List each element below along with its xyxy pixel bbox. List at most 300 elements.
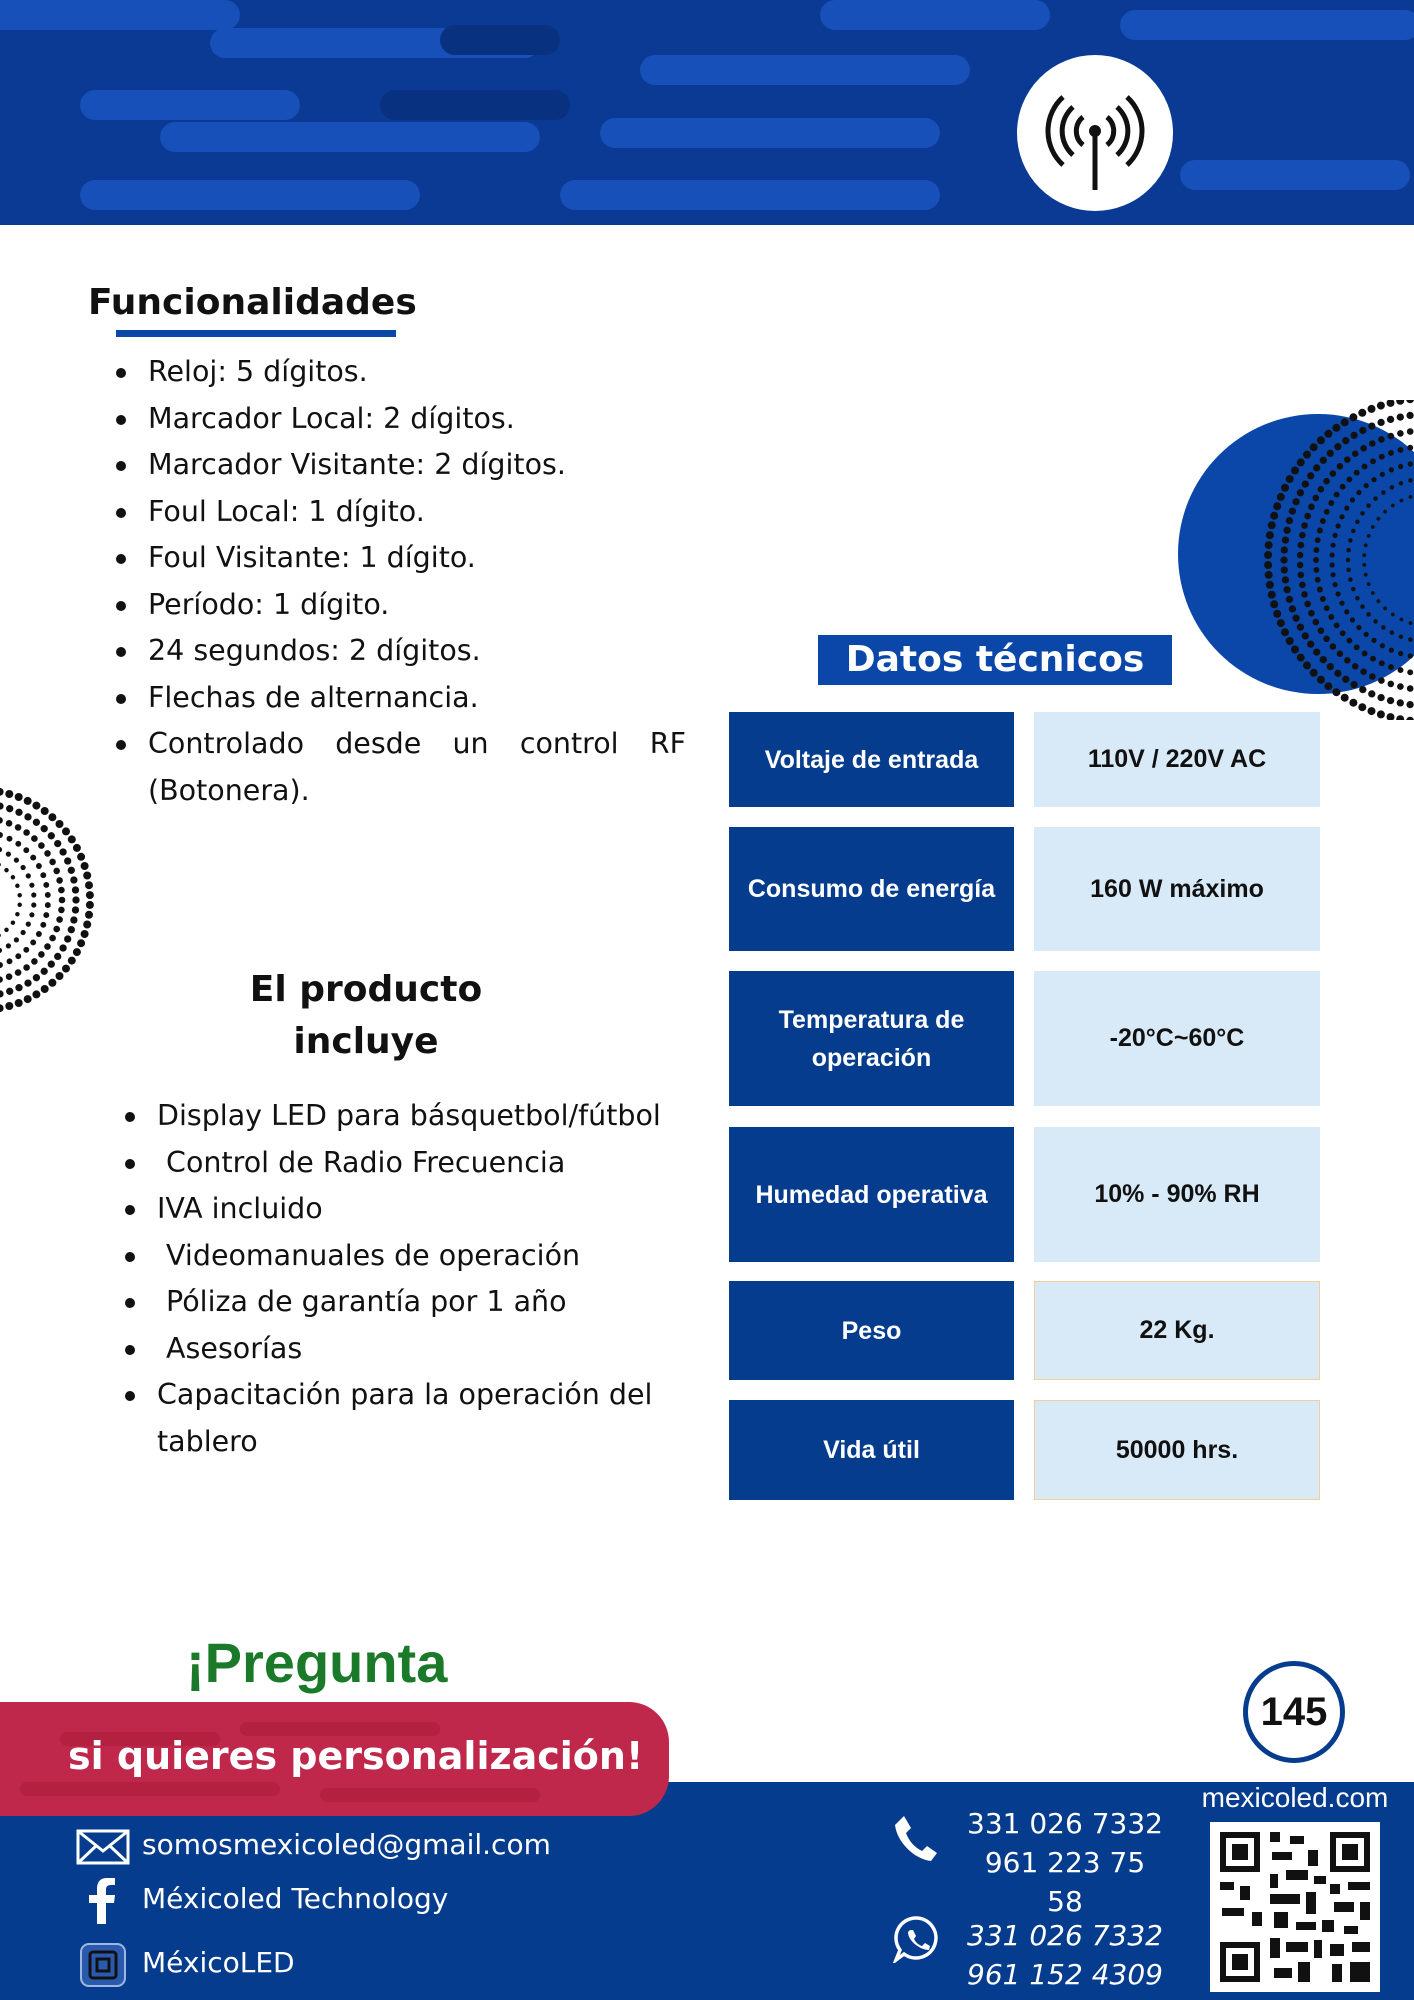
decoration-dot bbox=[1299, 582, 1306, 589]
spec-value: 160 W máximo bbox=[1034, 827, 1320, 951]
decoration-dot bbox=[1266, 531, 1274, 539]
qr-code-icon bbox=[1210, 1822, 1380, 1992]
decoration-dot bbox=[49, 935, 56, 942]
decoration-dot bbox=[70, 916, 77, 923]
decoration-dot bbox=[83, 872, 91, 880]
decoration-dot bbox=[1380, 643, 1385, 648]
decoration-dot bbox=[40, 922, 46, 928]
whatsapp-number[interactable]: 331 026 7332 bbox=[967, 1919, 1163, 1952]
decoration-dot bbox=[1334, 670, 1341, 677]
decoration-dot bbox=[1307, 472, 1314, 479]
decoration-dot bbox=[36, 931, 42, 937]
decoration-dot bbox=[6, 988, 13, 995]
decoration-dot bbox=[1315, 537, 1321, 543]
decoration-dot bbox=[32, 990, 40, 998]
decoration-dot bbox=[1265, 571, 1273, 579]
decoration-dot bbox=[24, 797, 32, 805]
decoration-dot bbox=[1342, 676, 1349, 683]
decoration-dot bbox=[1339, 601, 1344, 606]
decoration-dot bbox=[1396, 715, 1404, 720]
decoration-dot bbox=[1307, 641, 1314, 648]
mail-icon bbox=[76, 1829, 130, 1865]
decoration-dot bbox=[33, 819, 40, 826]
header-decoration bbox=[640, 55, 970, 85]
list-item: Display LED para básquetbol/fútbol bbox=[123, 1093, 688, 1140]
decoration-dot bbox=[1370, 656, 1376, 662]
dotted-arc-decoration bbox=[0, 760, 110, 1060]
decoration-dot bbox=[1324, 605, 1330, 611]
decoration-dot bbox=[1331, 543, 1336, 548]
decoration-dot bbox=[1297, 624, 1304, 631]
decoration-dot bbox=[1313, 567, 1319, 573]
cta-subtitle: si quieres personalización! bbox=[68, 1734, 644, 1778]
decoration-dot bbox=[38, 951, 45, 958]
decoration-dot bbox=[1379, 454, 1385, 460]
decoration-dot bbox=[1362, 464, 1368, 470]
decoration-dot bbox=[45, 892, 51, 898]
phone-number[interactable]: 961 223 75 58 bbox=[984, 1846, 1146, 1918]
decoration-dot bbox=[1270, 512, 1278, 520]
decoration-dot bbox=[1340, 630, 1346, 636]
decoration-dot bbox=[1406, 701, 1413, 708]
decoration-dot bbox=[1397, 699, 1404, 706]
decoration-dot bbox=[86, 891, 94, 899]
decoration-dot bbox=[1397, 413, 1404, 420]
decoration-dot bbox=[14, 937, 19, 942]
list-item: Marcador Visitante: 2 dígitos. bbox=[114, 442, 686, 489]
decoration-dot bbox=[1286, 517, 1293, 524]
decoration-dot bbox=[1334, 622, 1340, 628]
decoration-dot bbox=[24, 995, 32, 1003]
decoration-dot bbox=[62, 827, 70, 835]
decoration-dot bbox=[1407, 445, 1413, 451]
decoration-dot bbox=[1313, 648, 1320, 655]
decoration-dot bbox=[59, 897, 66, 904]
decoration-dot bbox=[15, 841, 21, 847]
decoration-dot bbox=[1313, 464, 1320, 471]
decoration-dot bbox=[1378, 436, 1385, 443]
decoration-dot bbox=[1324, 430, 1332, 438]
phone-icon bbox=[894, 1814, 938, 1862]
decoration-dot bbox=[15, 793, 23, 801]
banner-decoration bbox=[320, 1788, 540, 1802]
decoration-dot bbox=[1344, 609, 1349, 614]
decoration-dot bbox=[81, 930, 89, 938]
decoration-dot bbox=[1286, 596, 1293, 603]
decoration-dot bbox=[1313, 557, 1319, 563]
list-item: Control de Radio Frecuencia bbox=[123, 1140, 688, 1187]
decoration-dot bbox=[1388, 450, 1394, 456]
decoration-dot bbox=[1268, 521, 1276, 529]
decoration-dot bbox=[0, 788, 4, 796]
decoration-dot bbox=[72, 886, 79, 893]
decoration-dot bbox=[1337, 463, 1344, 470]
decoration-dot bbox=[1264, 561, 1272, 569]
decoration-dot bbox=[1348, 538, 1353, 543]
decoration-dot bbox=[1320, 656, 1327, 663]
decoration-dot bbox=[58, 907, 65, 914]
decoration-dot bbox=[1362, 553, 1366, 557]
decoration-dot bbox=[11, 920, 16, 925]
list-item: Reloj: 5 dígitos. bbox=[114, 349, 686, 396]
spec-label: Peso bbox=[729, 1281, 1014, 1380]
decoration-dot bbox=[1318, 627, 1325, 634]
email-link[interactable]: somosmexicoled@gmail.com bbox=[142, 1828, 551, 1861]
list-item: Asesorías bbox=[123, 1326, 688, 1373]
decoration-dot bbox=[1397, 430, 1404, 437]
decoration-dot bbox=[1377, 599, 1381, 603]
decoration-dot bbox=[48, 961, 55, 968]
decoration-dot bbox=[44, 850, 51, 857]
decoration-dot bbox=[36, 863, 42, 869]
decoration-dot bbox=[1362, 563, 1366, 567]
header-decoration bbox=[1180, 160, 1410, 190]
decoration-dot bbox=[1380, 472, 1385, 477]
decoration-dot bbox=[72, 906, 79, 913]
decoration-dot bbox=[1377, 694, 1384, 701]
decoration-dot bbox=[1317, 436, 1325, 444]
decoration-dot bbox=[72, 896, 79, 903]
header-decoration bbox=[380, 90, 570, 120]
decoration-dot bbox=[48, 979, 56, 987]
decoration-dot bbox=[1387, 713, 1395, 720]
header-decoration bbox=[560, 180, 940, 210]
decoration-dot bbox=[1354, 644, 1360, 650]
decoration-dot bbox=[1277, 493, 1285, 501]
decoration-dot bbox=[1346, 568, 1351, 573]
whatsapp-icon bbox=[893, 1915, 941, 1963]
decoration-dot bbox=[1396, 400, 1404, 405]
decoration-dot bbox=[1381, 490, 1386, 495]
decoration-dot bbox=[4, 868, 9, 873]
header-decoration bbox=[160, 122, 540, 152]
decoration-dot bbox=[1349, 699, 1357, 707]
decoration-dot bbox=[1407, 428, 1414, 435]
decoration-dot bbox=[1398, 447, 1404, 453]
website-link[interactable]: mexicoled.com bbox=[1201, 1782, 1389, 1813]
decoration-dot bbox=[29, 912, 34, 917]
decoration-dot bbox=[1398, 464, 1403, 469]
decoration-dot bbox=[1302, 632, 1309, 639]
decoration-dot bbox=[1387, 416, 1394, 423]
decoration-dot bbox=[1359, 427, 1366, 434]
decoration-dot bbox=[31, 892, 36, 897]
decoration-dot bbox=[1377, 710, 1385, 718]
decoration-dot bbox=[1282, 576, 1289, 583]
decoration-dot bbox=[73, 948, 81, 956]
decoration-dot bbox=[1266, 581, 1274, 589]
decoration-dot bbox=[48, 813, 56, 821]
decoration-dot bbox=[1371, 591, 1375, 595]
decoration-dot bbox=[1367, 582, 1371, 586]
decoration-dot bbox=[31, 902, 36, 907]
banner-decoration bbox=[20, 1782, 280, 1796]
decoration-dot bbox=[1355, 596, 1360, 601]
decoration-dot bbox=[1301, 522, 1308, 529]
decoration-dot bbox=[1398, 667, 1404, 673]
decoration-dot bbox=[43, 912, 49, 918]
decoration-dot bbox=[1344, 506, 1349, 511]
decoration-dot bbox=[45, 902, 51, 908]
decoration-dot bbox=[1352, 450, 1359, 457]
decoration-dot bbox=[41, 807, 49, 815]
decoration-dot bbox=[15, 984, 22, 991]
decoration-dot bbox=[6, 805, 13, 812]
decoration-dot bbox=[1356, 625, 1361, 630]
decoration-dot bbox=[1352, 663, 1359, 670]
decoration-dot bbox=[1297, 654, 1305, 662]
decoration-dot bbox=[41, 985, 49, 993]
page-number: 145 bbox=[1243, 1661, 1345, 1763]
decoration-dot bbox=[1303, 661, 1311, 669]
decoration-dot bbox=[1270, 600, 1278, 608]
decoration-dot bbox=[0, 832, 3, 838]
decoration-dot bbox=[17, 893, 22, 898]
decoration-dot bbox=[1367, 534, 1371, 538]
decoration-dot bbox=[64, 935, 71, 942]
decoration-dot bbox=[1317, 676, 1325, 684]
decoration-dot bbox=[1330, 643, 1337, 650]
decoration-dot bbox=[33, 974, 40, 981]
decoration-dot bbox=[1310, 443, 1318, 451]
decoration-dot bbox=[54, 953, 61, 960]
title-underline bbox=[116, 330, 396, 337]
spec-label: Vida útil bbox=[729, 1400, 1014, 1500]
list-item: Capacitación para la operación del tablero bbox=[123, 1372, 688, 1465]
decoration-dot bbox=[1273, 610, 1281, 618]
decoration-dot bbox=[1317, 528, 1323, 534]
decoration-dot bbox=[41, 968, 48, 975]
decoration-dot bbox=[1336, 591, 1341, 596]
header-decoration bbox=[80, 90, 300, 120]
decoration-dot bbox=[1320, 596, 1326, 602]
decoration-dot bbox=[1291, 646, 1299, 654]
decoration-dot bbox=[85, 911, 93, 919]
decoration-dot bbox=[1358, 703, 1366, 711]
header-decoration bbox=[1120, 10, 1414, 40]
decoration-dot bbox=[1364, 483, 1369, 488]
decoration-dot bbox=[1362, 650, 1368, 656]
decoration-dot bbox=[1310, 669, 1318, 677]
decoration-dot bbox=[1398, 651, 1403, 656]
decoration-dot bbox=[1286, 475, 1294, 483]
spec-label: Humedad operativa bbox=[729, 1127, 1014, 1262]
decoration-dot bbox=[1350, 497, 1355, 502]
decoration-dot bbox=[1364, 543, 1368, 547]
header-decoration bbox=[440, 25, 560, 55]
decoration-dot bbox=[1388, 681, 1395, 688]
decoration-dot bbox=[1406, 412, 1413, 419]
decoration-dot bbox=[1351, 529, 1356, 534]
decoration-dot bbox=[1391, 504, 1395, 508]
decoration-dot bbox=[1308, 504, 1315, 511]
decoration-dot bbox=[40, 872, 46, 878]
header-decoration bbox=[820, 0, 1050, 30]
decoration-dot bbox=[1408, 461, 1413, 466]
decoration-dot bbox=[1369, 440, 1376, 447]
decoration-dot bbox=[56, 877, 63, 884]
decoration-dot bbox=[5, 1002, 13, 1010]
decoration-dot bbox=[32, 802, 40, 810]
decoration-dot bbox=[15, 824, 22, 831]
decoration-dot bbox=[1318, 486, 1325, 493]
decoration-dot bbox=[1264, 551, 1272, 559]
list-item: Flechas de alternancia. bbox=[114, 675, 686, 722]
decoration-dot bbox=[6, 973, 13, 980]
decoration-dot bbox=[64, 857, 71, 864]
decoration-dot bbox=[1323, 636, 1330, 643]
decoration-dot bbox=[48, 832, 55, 839]
decoration-dot bbox=[1292, 498, 1299, 505]
decoration-dot bbox=[68, 835, 76, 843]
cta-title: ¡Pregunta bbox=[186, 1631, 448, 1694]
decoration-dot bbox=[1387, 400, 1395, 407]
decoration-dot bbox=[1346, 558, 1351, 563]
dotted-arc-decoration bbox=[1260, 400, 1414, 720]
decoration-dot bbox=[1373, 496, 1378, 501]
decoration-dot bbox=[1280, 556, 1287, 563]
decoration-dot bbox=[1313, 495, 1320, 502]
decoration-dot bbox=[31, 958, 38, 965]
decoration-dot bbox=[21, 930, 26, 935]
decoration-dot bbox=[29, 883, 34, 888]
decoration-dot bbox=[23, 847, 29, 853]
decoration-dot bbox=[1302, 480, 1309, 487]
decoration-dot bbox=[1304, 513, 1311, 520]
whatsapp-number[interactable]: 961 152 4309 bbox=[967, 1958, 1163, 1991]
decoration-dot bbox=[15, 969, 22, 976]
funcionalidades-list bbox=[114, 349, 686, 814]
decoration-dot bbox=[1299, 532, 1306, 539]
decoration-dot bbox=[1330, 562, 1335, 567]
decoration-dot bbox=[0, 948, 2, 953]
decoration-dot bbox=[1399, 634, 1404, 639]
decoration-dot bbox=[1330, 470, 1337, 477]
decoration-dot bbox=[1408, 637, 1413, 642]
decoration-dot bbox=[81, 862, 89, 870]
decoration-dot bbox=[1281, 484, 1289, 492]
decoration-dot bbox=[73, 844, 81, 852]
decoration-dot bbox=[62, 965, 70, 973]
decoration-dot bbox=[1371, 525, 1375, 529]
decoration-dot bbox=[1368, 422, 1375, 429]
decoration-dot bbox=[5, 790, 13, 798]
decoration-dot bbox=[1330, 552, 1335, 557]
decoration-dot bbox=[1407, 669, 1413, 675]
decoration-dot bbox=[59, 944, 66, 951]
decoration-dot bbox=[0, 933, 1, 938]
decoration-dot bbox=[44, 943, 51, 950]
decoration-dot bbox=[6, 820, 13, 827]
decoration-dot bbox=[43, 882, 49, 888]
decoration-dot bbox=[26, 873, 31, 878]
decoration-dot bbox=[86, 901, 94, 909]
decoration-dot bbox=[1383, 510, 1387, 514]
decoration-dot bbox=[1388, 664, 1394, 670]
decoration-dot bbox=[0, 1004, 4, 1012]
decoration-dot bbox=[21, 865, 26, 870]
decoration-dot bbox=[1283, 527, 1290, 534]
decoration-dot bbox=[1397, 683, 1404, 690]
decoration-dot bbox=[1289, 507, 1296, 514]
decoration-dot bbox=[1315, 577, 1321, 583]
decoration-dot bbox=[1371, 638, 1376, 643]
decoration-dot bbox=[1281, 628, 1289, 636]
decoration-dot bbox=[15, 884, 20, 889]
decoration-dot bbox=[14, 858, 19, 863]
decoration-dot bbox=[1368, 690, 1375, 697]
decoration-dot bbox=[1331, 572, 1336, 577]
decoration-dot bbox=[1381, 625, 1386, 630]
decoration-dot bbox=[1383, 607, 1387, 611]
decoration-dot bbox=[1313, 547, 1319, 553]
decoration-dot bbox=[1323, 478, 1330, 485]
decoration-dot bbox=[15, 953, 21, 959]
facebook-link[interactable]: Méxicoled Technology bbox=[142, 1882, 449, 1915]
decoration-dot bbox=[1320, 457, 1327, 464]
decoration-dot bbox=[53, 868, 60, 875]
decoration-dot bbox=[1298, 572, 1305, 579]
decoration-dot bbox=[1333, 533, 1338, 538]
decoration-dot bbox=[1368, 405, 1376, 413]
decoration-dot bbox=[1320, 518, 1326, 524]
decoration-dot bbox=[1268, 591, 1276, 599]
decoration-dot bbox=[7, 958, 13, 964]
phone-number[interactable]: 331 026 7332 bbox=[967, 1807, 1163, 1840]
decoration-dot bbox=[1333, 582, 1338, 587]
decoration-dot bbox=[1356, 490, 1361, 495]
incluye-list bbox=[123, 1093, 688, 1465]
list-item: Foul Local: 1 dígito. bbox=[114, 489, 686, 536]
list-item: Marcador Local: 2 dígitos. bbox=[114, 396, 686, 443]
decoration-dot bbox=[1346, 548, 1351, 553]
decoration-dot bbox=[0, 962, 3, 968]
spec-label: Consumo de energía bbox=[729, 827, 1014, 951]
decoration-dot bbox=[1277, 619, 1285, 627]
decoration-dot bbox=[1399, 481, 1404, 486]
decoration-dot bbox=[1377, 517, 1381, 521]
decoration-dot bbox=[1360, 604, 1365, 609]
funcionalidades-title: Funcionalidades bbox=[88, 282, 417, 323]
decoration-dot bbox=[30, 855, 36, 861]
decoration-dot bbox=[1344, 657, 1351, 664]
decoration-dot bbox=[1337, 650, 1344, 657]
decoration-dot bbox=[1313, 619, 1320, 626]
decoration-dot bbox=[1400, 499, 1404, 503]
decoration-dot bbox=[1339, 514, 1344, 519]
decoration-dot bbox=[31, 835, 38, 842]
decoration-dot bbox=[58, 887, 65, 894]
decoration-dot bbox=[15, 809, 22, 816]
decoration-dot bbox=[1391, 613, 1395, 617]
decoration-dot bbox=[1292, 615, 1299, 622]
decoration-dot bbox=[0, 990, 4, 997]
decoration-dot bbox=[1350, 617, 1355, 622]
decoration-dot bbox=[1342, 437, 1349, 444]
decoration-dot bbox=[68, 867, 75, 874]
decoration-dot bbox=[1387, 697, 1394, 704]
decoration-dot bbox=[1289, 605, 1296, 612]
list-item: Período: 1 dígito. bbox=[114, 582, 686, 629]
list-item: 24 segundos: 2 dígitos. bbox=[114, 628, 686, 675]
spec-label: Temperatura de operación bbox=[729, 971, 1014, 1106]
decoration-dot bbox=[1317, 587, 1323, 593]
decoration-dot bbox=[1273, 502, 1281, 510]
decoration-dot bbox=[1332, 424, 1340, 432]
decoration-dot bbox=[1377, 402, 1385, 410]
decoration-dot bbox=[54, 840, 61, 847]
decoration-dot bbox=[1283, 586, 1290, 593]
